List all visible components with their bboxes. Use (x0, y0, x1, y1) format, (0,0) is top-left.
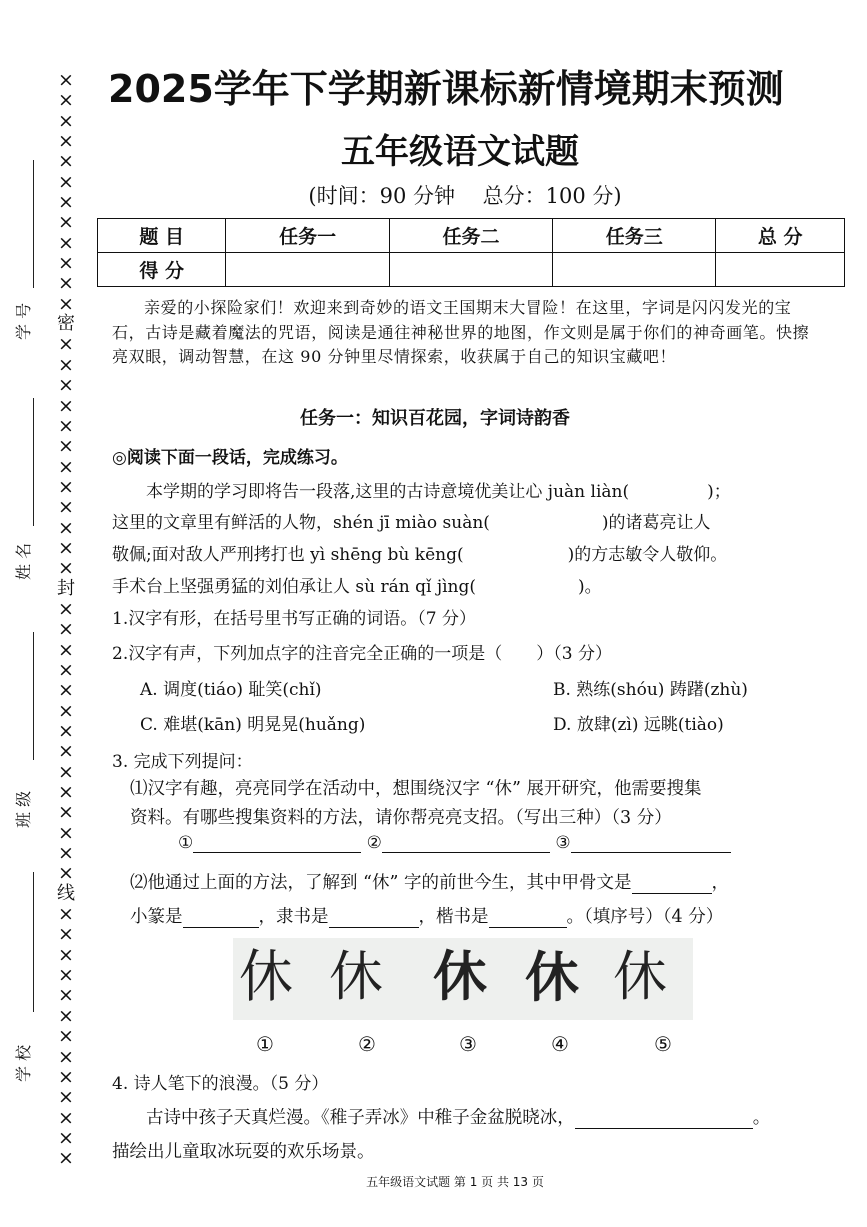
question-4-line (146, 1104, 770, 1129)
glyph-number: ② (358, 1032, 376, 1056)
binding-word: 线 (57, 882, 75, 904)
circled-number: ① (178, 833, 194, 853)
answer-line[interactable] (632, 873, 712, 894)
passage-line (112, 540, 727, 565)
question-text: 。 (752, 1108, 771, 1128)
circled-number: ③ (555, 833, 571, 853)
table-cell: 题 目 (98, 219, 226, 253)
binding-line (33, 872, 34, 1012)
option-text: C. 难堪(kān) 明晃晃(huǎng) (140, 715, 366, 735)
question-2: 2.汉字有声，下列加点字的注音完全正确的一项是（ ）（3 分） (112, 644, 612, 664)
option-text: D. 放肆(zì) 远眺(tiào) (553, 715, 724, 735)
question-4: 4. 诗人笔下的浪漫。（5 分） (112, 1074, 329, 1094)
cross-mark: × (58, 1065, 74, 1088)
character-evolution-image (233, 938, 693, 1020)
question-text: ⑵他通过上面的方法，了解到 “休” 字的前世今生，其中甲骨文是 (130, 873, 632, 893)
passage-text: 这里的文章里有鲜活的人物，shén jī miào suàn( (112, 513, 490, 533)
cross-mark: × (58, 374, 74, 397)
question-3-2-line (130, 903, 723, 928)
cross-mark: × (58, 964, 74, 987)
score-table (97, 218, 845, 287)
question-3-2-line (130, 869, 729, 894)
page-footer: 五年级语文试题 第 1 页 共 13 页 (366, 1175, 544, 1189)
cross-mark: × (58, 658, 74, 681)
option-a[interactable] (140, 675, 322, 700)
question-text: ，楷书是 (418, 907, 489, 927)
cross-mark: × (58, 191, 74, 214)
cross-mark: × (58, 1126, 74, 1149)
table-row (98, 219, 845, 253)
cross-mark: × (58, 720, 74, 742)
passage-text: 本学期的学习即将告一段落,这里的古诗意境优美让心 juàn liàn( (146, 482, 630, 502)
passage-line (146, 477, 731, 502)
cross-mark: × (58, 1147, 74, 1170)
binding-word: 封 (57, 577, 75, 599)
cross-mark: × (58, 638, 74, 661)
cross-mark: × (58, 679, 74, 702)
cross-mark: × (58, 130, 74, 153)
cross-mark: × (58, 781, 74, 804)
cross-mark: × (58, 89, 74, 112)
score-cell[interactable] (389, 253, 552, 287)
cross-mark: × (58, 943, 74, 966)
question-text: ， (711, 873, 730, 893)
cross-mark: × (58, 1025, 74, 1048)
passage-text: )； (707, 482, 731, 502)
cross-mark: × (58, 740, 74, 763)
glyph-bronze: 休 (433, 945, 487, 1008)
answer-line[interactable] (382, 832, 550, 853)
cross-mark: × (58, 394, 74, 417)
option-c[interactable] (140, 710, 365, 735)
table-cell: 任务三 (553, 219, 716, 253)
cross-mark: × (58, 455, 74, 478)
cross-mark: × (58, 211, 74, 234)
question-3-1-line: 资料。有哪些搜集资料的方法，请你帮亮亮支招。（写出三种）（3 分） (130, 808, 672, 828)
cross-mark: × (58, 842, 74, 865)
cross-mark: × (58, 862, 74, 885)
passage-text: 敬佩;面对敌人严刑拷打也 yì shēng bù kēng( (112, 545, 464, 565)
table-cell: 总 分 (716, 219, 845, 253)
binding-margin-marks (55, 70, 77, 1169)
question-text: 。（填序号）（4 分） (566, 907, 724, 927)
cross-mark: × (58, 923, 74, 946)
time-info: (时间：90 分钟 总分：100 分) (308, 184, 622, 208)
binding-word: 密 (57, 313, 75, 335)
question-3-1-line: ⑴汉字有趣，亮亮同学在活动中，想围绕汉字 “休” 展开研究，他需要搜集 (130, 779, 702, 799)
cross-mark: × (58, 150, 74, 173)
option-d[interactable] (553, 710, 724, 735)
answer-line[interactable] (489, 907, 567, 928)
question-4-line: 描绘出儿童取冰玩耍的欢乐场景。 (112, 1142, 375, 1162)
intro-paragraph: 亲爱的小探险家们！欢迎来到奇妙的语文王国期末大冒险！在这里，字词是闪闪发光的宝石，古诗是藏着魔法的咒语，阅读是通往神秘世界的地图，作文则是属于你们的神奇画笔。快擦亮双眼，调动智慧，在这 90 分钟里尽情探索，收获属于自己的知识宝藏吧！ (112, 298, 810, 366)
answer-line[interactable] (183, 907, 259, 928)
cross-mark: × (58, 516, 74, 539)
cross-mark: × (58, 1045, 74, 1068)
passage-text: )。 (578, 577, 602, 597)
cross-mark: × (58, 821, 74, 844)
cross-mark: × (58, 252, 74, 275)
exam-title: 2025学年下学期新课标新情境期末预测 (108, 67, 784, 111)
cross-mark: × (58, 1004, 74, 1027)
passage-text: )的诸葛亮让人 (601, 513, 711, 533)
passage-line (112, 572, 602, 597)
binding-line (33, 632, 34, 760)
cross-mark: × (58, 1106, 74, 1129)
answer-lines (178, 832, 731, 853)
option-text: B. 熟练(shóu) 踌躇(zhù) (553, 680, 748, 700)
cross-mark: × (58, 699, 74, 722)
label-name: 姓 名 (14, 542, 33, 580)
section-title: 任务一：知识百花园，字词诗韵香 (300, 408, 570, 429)
cross-mark: × (58, 170, 74, 193)
question-3: 3. 完成下列提问： (112, 752, 253, 772)
answer-line[interactable] (575, 1108, 753, 1129)
reading-prompt: ◎阅读下面一段话，完成练习。 (112, 448, 348, 468)
exam-subtitle: 五年级语文试题 (341, 132, 579, 172)
cross-mark: × (58, 231, 74, 254)
cross-mark: × (58, 984, 74, 1007)
question-1: 1.汉字有形，在括号里书写正确的词语。（7 分） (112, 609, 476, 629)
cross-mark: × (58, 1086, 74, 1109)
table-cell: 任务一 (226, 219, 389, 253)
passage-line (112, 508, 711, 533)
label-class: 班 级 (14, 790, 33, 828)
option-text: A. 调度(tiáo) 耻笑(chǐ) (140, 680, 322, 700)
glyph-regular: 休 (613, 945, 667, 1008)
answer-line[interactable] (193, 832, 361, 853)
cross-mark: × (58, 903, 74, 926)
cross-mark: × (58, 597, 74, 620)
cross-mark: × (58, 536, 74, 559)
cross-mark: × (58, 414, 74, 437)
cross-mark: × (58, 353, 74, 376)
cross-mark: × (58, 109, 74, 132)
table-row (98, 253, 845, 287)
cross-mark: × (58, 475, 74, 498)
table-cell: 任务二 (389, 219, 552, 253)
cross-mark: × (58, 435, 74, 458)
label-school: 学 校 (14, 1044, 33, 1082)
cross-mark: × (58, 801, 74, 824)
question-text: 小篆是 (130, 907, 183, 927)
answer-line[interactable] (571, 832, 731, 853)
score-cell[interactable] (226, 253, 389, 287)
glyph-oracle: 休 (239, 943, 293, 1010)
score-cell[interactable] (716, 253, 845, 287)
score-cell[interactable] (553, 253, 716, 287)
circled-number: ② (366, 833, 382, 853)
option-b[interactable] (553, 675, 748, 700)
cross-mark: × (58, 333, 74, 356)
label-student-number: 学 号 (14, 302, 33, 340)
glyph-seal: 休 (329, 945, 383, 1008)
glyph-number: ④ (551, 1032, 569, 1056)
cross-mark: × (58, 292, 74, 315)
answer-line[interactable] (329, 907, 419, 928)
glyph-number: ③ (459, 1032, 477, 1056)
question-text: ，隶书是 (258, 907, 329, 927)
table-cell: 得 分 (98, 253, 226, 287)
passage-text: 手术台上坚强勇猛的刘伯承让人 sù rán qǐ jìng( (112, 577, 476, 597)
glyph-clerical: 休 (525, 945, 579, 1009)
cross-mark: × (58, 760, 74, 783)
glyph-number: ① (256, 1032, 274, 1056)
cross-mark: × (58, 557, 74, 580)
cross-mark: × (58, 69, 74, 91)
cross-mark: × (58, 618, 74, 641)
cross-mark: × (58, 496, 74, 519)
glyph-number: ⑤ (654, 1032, 672, 1056)
passage-text: )的方志敏令人敬仰。 (567, 545, 728, 565)
cross-mark: × (58, 272, 74, 295)
question-text: 古诗中孩子天真烂漫。《稚子弄冰》中稚子金盆脱晓冰， (146, 1108, 575, 1128)
